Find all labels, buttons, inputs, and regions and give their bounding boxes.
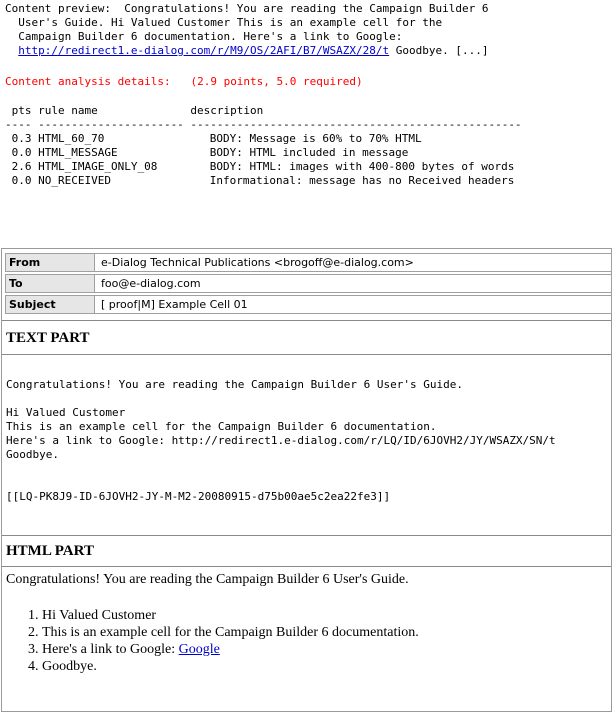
header-row-subject: [5, 295, 608, 314]
analysis-label: Content analysis details:: [5, 75, 171, 88]
rules-table-row: 0.0 NO_RECEIVED Informational: message has no Received headers: [5, 174, 515, 187]
preview-line: User's Guide. Hi Valued Customer This is an example cell for the: [5, 16, 443, 29]
mail-proof-panel: [1, 248, 612, 712]
header-value-subject: [ proof|M] Example Cell 01: [94, 295, 612, 314]
rules-table-row: 2.6 HTML_IMAGE_ONLY_08 BODY: HTML: images with 400-800 bytes of words: [5, 160, 515, 173]
divider: [2, 320, 611, 321]
divider: [2, 354, 611, 355]
rules-table-divider: ---- ---------------------- --------------------------------------------------: [5, 118, 522, 131]
preview-line: Campaign Builder 6 documentation. Here's a link to Google:: [5, 30, 403, 43]
header-row-to: [5, 274, 608, 293]
analysis-score: (2.9 points, 5.0 required): [190, 75, 363, 88]
list-item: 1. Hi Valued Customer: [42, 607, 606, 624]
list-item: 2. This is an example cell for the Campaign Builder 6 documentation.: [42, 624, 606, 641]
analysis-heading: [5, 75, 363, 89]
header-label: Subject: [5, 295, 96, 314]
header-row-from: [5, 253, 608, 272]
text-part-body: Congratulations! You are reading the Campaign Builder 6 User's Guide. Hi Valued Customer This is an example cell for the Campaign Builder 6 documentation. Here's a link to Google: http://redirect1.e-dialog.com/r/LQ/ID/6JOVH2/JY/WSAZX/SN/t Goodbye. [[LQ-PK8J9-ID-6JOVH2-JY-M-M2-20080915-d75b00ae5c2ea22fe3]]: [6, 378, 556, 503]
divider: [2, 535, 611, 536]
preview-redirect-link[interactable]: http://redirect1.e-dialog.com/r/M9/OS/2AFI/B7/WSAZX/28/t: [18, 44, 390, 57]
google-link[interactable]: Google: [178, 642, 220, 657]
rules-table-header: pts rule name description: [5, 104, 264, 117]
header-value-from: e-Dialog Technical Publications <brogoff@e-dialog.com>: [94, 253, 612, 272]
text-part-title: TEXT PART: [6, 330, 90, 346]
rules-table-row: 0.0 HTML_MESSAGE BODY: HTML included in message: [5, 146, 409, 159]
html-part-list: [6, 607, 606, 675]
list-item: 4. Goodbye.: [42, 658, 606, 675]
list-item: 3. Here's a link to Google: Google: [42, 641, 606, 658]
header-label: From: [5, 253, 96, 272]
preview-line: Goodbye. [...]: [389, 44, 489, 57]
rules-table-row: 0.3 HTML_60_70 BODY: Message is 60% to 70% HTML: [5, 132, 422, 145]
header-value-to: foo@e-dialog.com: [94, 274, 612, 293]
html-part-intro: Congratulations! You are reading the Campaign Builder 6 User's Guide.: [6, 572, 409, 587]
html-part-title: HTML PART: [6, 543, 94, 559]
header-label: To: [5, 274, 96, 293]
divider: [2, 566, 611, 567]
rules-table: [5, 104, 522, 188]
tracking-code: [[LQ-PK8J9-ID-6JOVH2-JY-M-M2-20080915-d75b00ae5c2ea22fe3]]: [6, 490, 391, 503]
preview-line: Content preview: Congratulations! You are reading the Campaign Builder 6: [5, 2, 489, 15]
content-preview: [5, 2, 488, 58]
